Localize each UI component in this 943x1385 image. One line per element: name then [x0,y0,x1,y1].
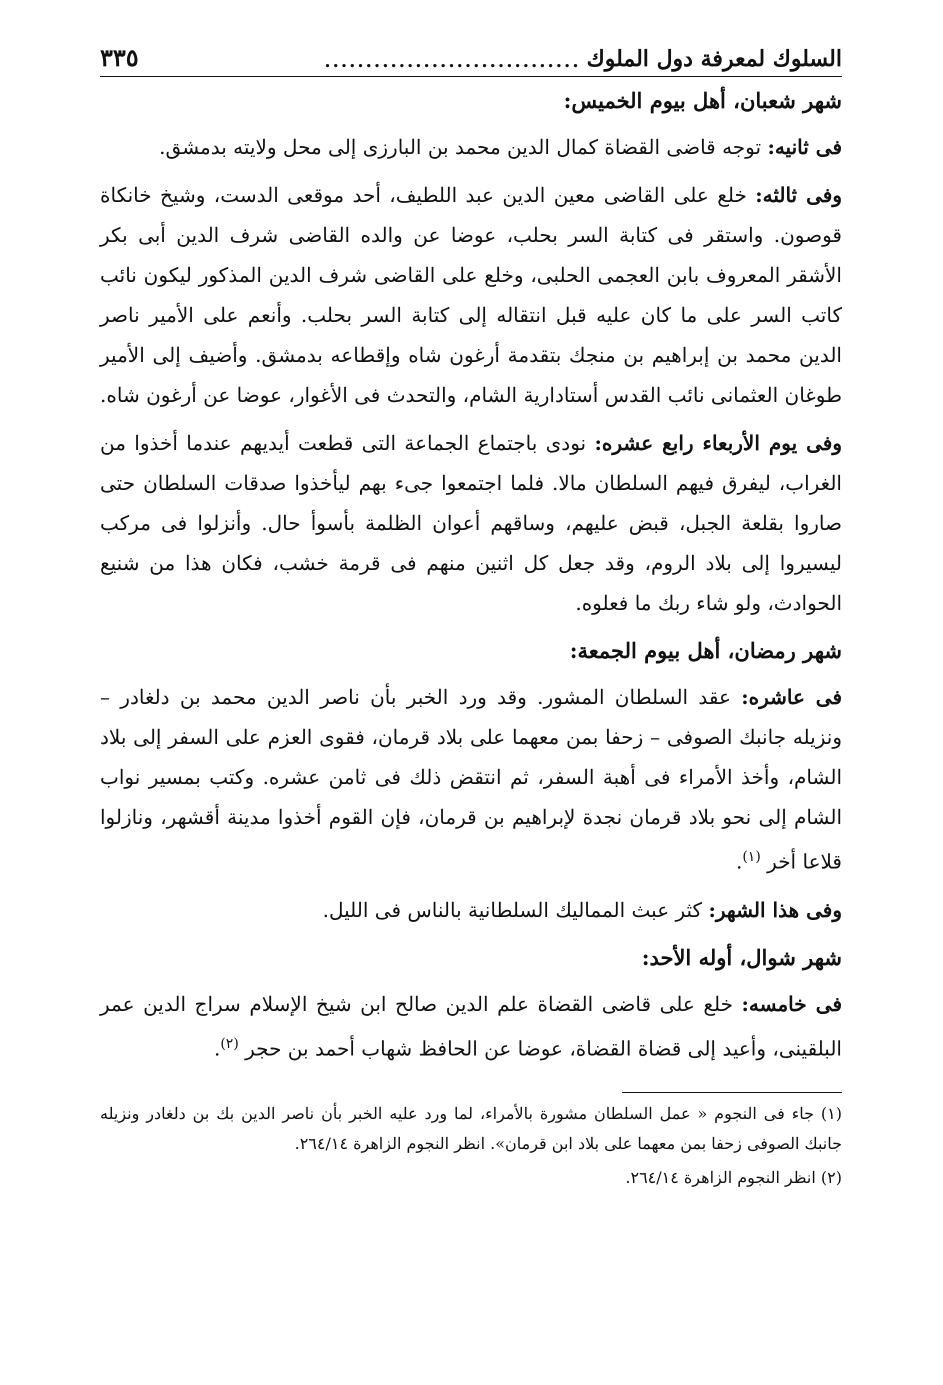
footnote-divider [622,1092,842,1093]
entry-text: نودى باجتماع الجماعة التى قطعت أيديهم عندما أخذوا من الغراب، ليفرق فيهم السلطان مالا. فلما اجتمعوا جىء بهم ليأخذوا صدقات السلطان حتى صاروا بقلعة الجبل، قبض عليهم، وساقهم أعوان الظلمة بأسوأ حال. وأنزلوا فى مركب ليسيروا إلى بلاد الروم، وقد جعل كل اثنين منهم فى قرمة خشب، فكان هذا من شنيع الحوادث، ولو شاء ربك ما فعلوه. [100,431,842,615]
month-heading-ramadan: شهر رمضان، أهل بيوم الجمعة: [569,638,842,663]
entry-lead: فى عاشره: [741,685,842,709]
entry-text: كثر عبث المماليك السلطانية بالناس فى الليل. [322,897,709,922]
entry-paragraph [100,423,842,623]
month-heading-shaban: شهر شعبان، أهل بيوم الخميس: [563,88,842,113]
book-page [100,38,842,1197]
entry-paragraph [100,984,842,1069]
running-header [100,38,842,77]
entry-text-end: . [735,849,743,874]
page-number: ٣٣٥ [100,43,139,72]
entry-lead: فى ثانيه: [767,135,842,159]
entry-paragraph [100,890,842,930]
header-title-group [324,46,842,72]
entry-paragraph [100,677,842,882]
entry-text: توجه قاضى القضاة كمال الدين محمد بن البارزى إلى محل ولايته بدمشق. [159,135,768,159]
footnote-reference-2[interactable]: (٢) [220,1035,239,1052]
footnote-1: (١) جاء فى النجوم « عمل السلطان مشورة بالأمراء، لما ورد عليه الخبر بأن ناصر الدين بك بن دلغادر ونزيله جانبك الصوفى زحفا بمن معهما على بلاد ابن قرمان». انظر النجوم الزاهرة ٢٦٤/١٤. [100,1104,843,1154]
entry-text-end: . [213,1036,221,1061]
entry-paragraph [100,127,842,167]
entry-text: خلع على القاضى معين الدين عبد اللطيف، أحد موقعى الدست، وشيخ خانكاة قوصون. واستقر فى كتابة السر بحلب، عوضا عن والده القاضى شرف الدين أبى بكر الأشقر المعروف بابن العجمى الحلبى، وخلع على القاضى شرف الدين المذكور ليكون نائب كاتب السر على ما كان عليه قبل انتقاله إلى كتابة السر بحلب. وأنعم على الأمير ناصر الدين محمد بن إبراهيم بن منجك بتقدمة أرغون شاه وإقطاعه بدمشق. وأضيف إلى الأمير طوغان العثمانى نائب القدس أستادارية الشام، والتحدث فى الأغوار، عوضا عن أرغون شاه. [100,183,842,407]
page-body [100,81,842,1068]
header-leader-dots: ............................... [324,51,581,72]
entry-text: خلع على قاضى القضاة علم الدين صالح ابن شيخ الإسلام سراج الدين عمر البلقينى، وأعيد إلى قضاة القضاة، عوضا عن الحافظ شهاب أحمد بن حجر [100,991,842,1061]
entry-paragraph [100,175,842,415]
book-title: السلوك لمعرفة دول الملوك [586,46,842,72]
month-heading-shawwal: شهر شوال، أوله الأحد: [641,944,842,970]
footnotes [100,1099,842,1193]
footnote-2: (٢) انظر النجوم الزاهرة ٢٦٤/١٤. [625,1168,842,1188]
entry-text: عقد السلطان المشور. وقد ورد الخبر بأن ناصر الدين محمد بن دلغادر – ونزيله جانبك الصوفى – زحفا بمن معهما على بلاد قرمان، فقوى العزم على السفر إلى بلاد الشام، وأخذ الأمراء فى أهبة السفر، ثم انتقض ذلك فى ثامن عشره. وكتب بمسير نواب الشام إلى نحو بلاد قرمان نجدة لإبراهيم بن قرمان، فإن القوم أخذوا مدينة أقشهر، ونازلوا قلاعا أخر [100,685,842,874]
entry-lead: فى خامسه: [741,991,843,1016]
entry-lead: وفى ثالثه: [755,183,842,207]
footnote-reference-1[interactable]: (١) [742,849,761,865]
entry-lead: وفى يوم الأربعاء رابع عشره: [594,431,843,455]
entry-lead: وفى هذا الشهر: [708,897,842,922]
